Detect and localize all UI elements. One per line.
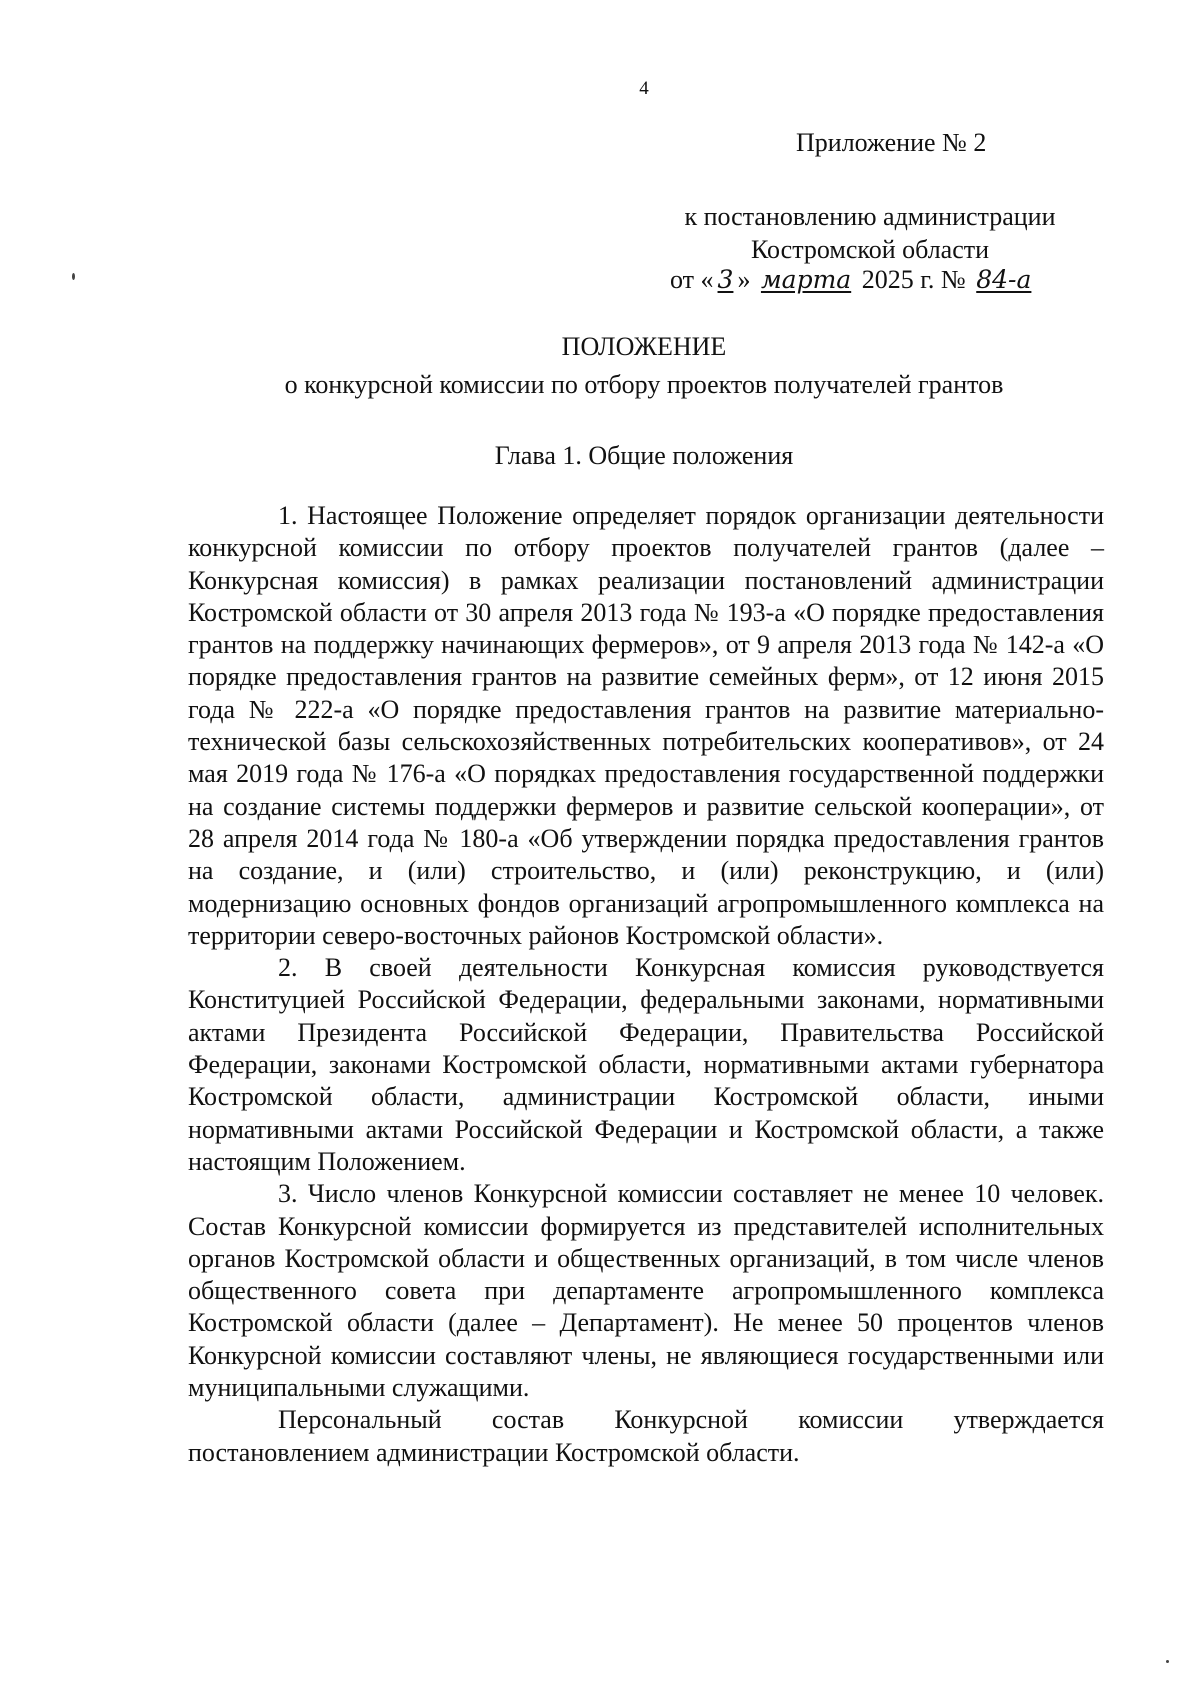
handwritten-month: марта <box>760 265 852 294</box>
date-year: 2025 г. № <box>861 265 966 294</box>
appendix-ref-line-2: Костромской области <box>750 235 990 264</box>
date-prefix: от « <box>670 265 714 294</box>
document-body <box>188 500 1104 1469</box>
document-subtitle: о конкурсной комиссии по отбору проектов получателей грантов <box>284 370 1004 399</box>
appendix-reference <box>640 200 1100 266</box>
chapter-heading: Глава 1. Общие положения <box>494 441 794 470</box>
appendix-title: Приложение № 2 <box>796 128 987 157</box>
date-mid: » <box>737 265 751 294</box>
paragraph-3: 3. Число членов Конкурсной комиссии составляет не менее 10 человек. Состав Конкурсной комиссии формируется из представителей исполнительных органов Костромской области и общественных организаций, в том числе членов общественного совета при департаменте агропромышленного комплекса Костромской области (далее – Департамент). Не менее 50 процентов членов Конкурсной комиссии составляют члены, не являющиеся государственными или муниципальными служащими. <box>188 1179 1104 1403</box>
handwritten-number: 84-а <box>976 265 1032 294</box>
paragraph-4: Персональный состав Конкурсной комиссии утверждается постановлением администрации Костромской области. <box>188 1405 1104 1467</box>
scan-speck <box>72 273 75 280</box>
appendix-ref-line-1: к постановлению администрации <box>684 202 1056 231</box>
scan-speck <box>1166 1660 1169 1663</box>
paragraph-2: 2. В своей деятельности Конкурсная комиссия руководствуется Конституцией Российской Федерации, федеральными законами, нормативными актами Президента Российской Федерации, Правительства Российской Федерации, законами Костромской области, нормативными актами губернатора Костромской области, администрации Костромской области, иными нормативными актами Российской Федерации и Костромской области, а также настоящим Положением. <box>188 953 1104 1176</box>
resolution-date-line <box>670 265 1035 295</box>
document-title: ПОЛОЖЕНИЕ <box>561 332 727 361</box>
paragraph-1: 1. Настоящее Положение определяет порядок организации деятельности конкурсной комиссии по отбору проектов получателей грантов (далее – Конкурсная комиссия) в рамках реализации постановлений администрации Костромской области от 30 апреля 2013 года № 193-а «О порядке предоставления грантов на поддержку начинающих фермеров», от 9 апреля 2013 года № 142-а «О порядке предоставления грантов на развитие семейных ферм», от 12 июня 2015 года № 222-а «О порядке предоставления грантов на развитие материально-технической базы сельскохозяйственных потребительских кооперативов», от 24 мая 2019 года № 176-а «О порядках предоставления государственной поддержки на создание системы поддержки фермеров и развитие сельской кооперации», от 28 апреля 2014 года № 180-а «Об утверждении порядка предоставления грантов на создание, и (или) строительство, и (или) реконструкцию, и (или) модернизацию основных фондов организаций агропромышленного комплекса на территории северо-восточных районов Костромской области». <box>188 501 1104 950</box>
handwritten-day: 3 <box>717 265 734 294</box>
page-number: 4 <box>639 78 649 99</box>
